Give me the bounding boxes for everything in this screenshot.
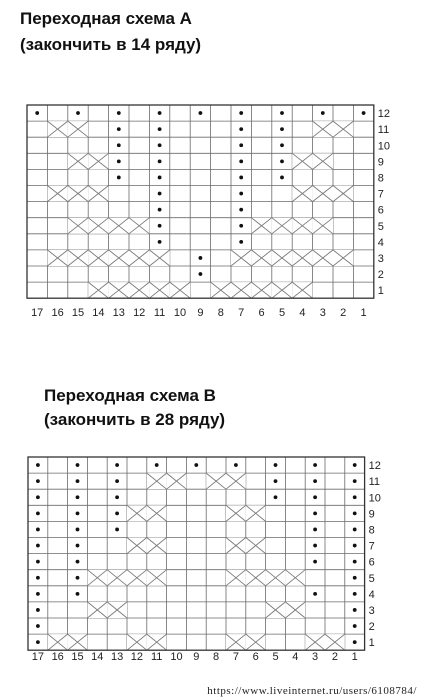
cable-cross-symbol — [127, 570, 147, 586]
purl-dot — [158, 159, 162, 163]
row-number-label: 3 — [377, 252, 384, 265]
purl-dot — [239, 159, 243, 163]
purl-dot — [313, 479, 317, 483]
purl-dot — [36, 576, 40, 580]
cable-cross-symbol — [109, 250, 129, 266]
purl-dot — [115, 479, 119, 483]
cable-cross-symbol — [47, 186, 67, 202]
purl-dot — [239, 127, 243, 131]
column-number-label: 1 — [360, 307, 367, 319]
column-number-label: 12 — [130, 651, 144, 663]
cable-cross-symbol — [68, 153, 88, 169]
column-number-label: 2 — [340, 307, 347, 319]
cable-cross-symbol — [292, 282, 312, 298]
column-number-label: 13 — [112, 307, 125, 319]
purl-dot — [199, 256, 203, 260]
cable-cross-symbol — [325, 634, 345, 650]
cable-cross-symbol — [292, 186, 312, 202]
cable-cross-symbol — [147, 505, 167, 521]
purl-dot — [36, 463, 40, 467]
cable-cross-symbol — [48, 634, 68, 650]
row-number-label: 4 — [368, 588, 375, 601]
column-number-label: 6 — [258, 307, 265, 319]
cable-cross-symbol — [313, 121, 333, 137]
purl-dot — [353, 576, 357, 580]
cable-cross-symbol — [231, 250, 251, 266]
purl-dot — [76, 479, 80, 483]
purl-dot — [353, 544, 357, 548]
cable-cross-symbol — [68, 186, 88, 202]
column-number-label: 4 — [299, 307, 306, 319]
column-number-label: 13 — [110, 651, 124, 663]
column-number-label: 3 — [319, 307, 326, 319]
column-number-label: 8 — [217, 307, 224, 319]
cable-cross-symbol — [272, 282, 292, 298]
purl-dot — [36, 495, 40, 499]
column-number-label: 16 — [51, 651, 64, 663]
cable-cross-symbol — [147, 634, 167, 650]
purl-dot — [313, 592, 317, 596]
cable-cross-symbol — [147, 538, 167, 554]
row-number-label: 10 — [368, 492, 381, 505]
cable-cross-symbol — [147, 570, 167, 586]
cable-cross-symbol — [147, 473, 167, 489]
chart-b-title-line2: (закончить в 28 ряду) — [44, 410, 226, 429]
cable-cross-symbol — [246, 538, 266, 554]
cable-cross-symbol — [251, 282, 271, 298]
cable-cross-symbol — [313, 186, 333, 202]
column-number-label: 4 — [292, 651, 299, 663]
cable-cross-symbol — [88, 186, 108, 202]
row-number-label: 3 — [368, 604, 375, 617]
cable-cross-symbol — [206, 473, 226, 489]
cable-cross-symbol — [88, 282, 108, 298]
cable-cross-symbol — [88, 218, 108, 234]
purl-dot — [158, 208, 162, 212]
purl-dot — [117, 176, 121, 180]
purl-dot — [117, 143, 121, 147]
purl-dot — [274, 463, 278, 467]
row-number-label: 6 — [368, 556, 375, 569]
purl-dot — [239, 143, 243, 147]
column-number-label: 15 — [71, 307, 85, 319]
purl-dot — [239, 192, 243, 196]
purl-dot — [194, 463, 198, 467]
purl-dot — [362, 111, 366, 115]
cable-cross-symbol — [272, 218, 292, 234]
cable-cross-symbol — [292, 153, 312, 169]
purl-dot — [313, 495, 317, 499]
column-number-label: 17 — [31, 307, 44, 319]
cable-cross-symbol — [313, 250, 333, 266]
column-number-label: 9 — [197, 307, 204, 319]
purl-dot — [313, 560, 317, 564]
row-number-label: 2 — [377, 269, 384, 282]
cable-cross-symbol — [127, 634, 147, 650]
purl-dot — [36, 528, 40, 532]
cable-cross-symbol — [129, 250, 149, 266]
row-number-label: 5 — [377, 220, 384, 233]
cable-cross-symbol — [129, 282, 149, 298]
purl-dot — [115, 463, 119, 467]
row-number-label: 11 — [377, 124, 390, 137]
cable-cross-symbol — [231, 282, 251, 298]
cable-cross-symbol — [251, 218, 271, 234]
purl-dot — [280, 176, 284, 180]
knitting-chart-a — [0, 95, 423, 335]
cable-cross-symbol — [333, 121, 353, 137]
purl-dot — [353, 479, 357, 483]
cable-cross-symbol — [292, 250, 312, 266]
purl-dot — [274, 495, 278, 499]
row-number-label: 6 — [377, 204, 384, 217]
purl-dot — [353, 495, 357, 499]
row-number-label: 10 — [377, 140, 391, 153]
purl-dot — [313, 528, 317, 532]
column-number-label: 1 — [351, 651, 358, 663]
purl-dot — [234, 463, 238, 467]
cable-cross-symbol — [226, 473, 246, 489]
cable-cross-symbol — [47, 250, 67, 266]
column-number-label: 2 — [331, 651, 338, 663]
purl-dot — [353, 528, 357, 532]
purl-dot — [313, 544, 317, 548]
purl-dot — [76, 544, 80, 548]
purl-dot — [280, 159, 284, 163]
purl-dot — [313, 511, 317, 515]
row-number-label: 1 — [368, 637, 375, 650]
cable-cross-symbol — [87, 570, 107, 586]
cable-cross-symbol — [211, 282, 231, 298]
cable-cross-symbol — [285, 570, 305, 586]
purl-dot — [117, 127, 121, 131]
cable-cross-symbol — [226, 634, 246, 650]
column-number-label: 11 — [150, 651, 163, 663]
purl-dot — [199, 111, 203, 115]
column-number-label: 6 — [252, 651, 259, 663]
cable-cross-symbol — [87, 602, 107, 618]
purl-dot — [353, 592, 357, 596]
column-number-label: 10 — [170, 651, 183, 663]
cable-cross-symbol — [68, 121, 88, 137]
knitting-chart-b — [0, 449, 423, 679]
cable-cross-symbol — [88, 250, 108, 266]
purl-dot — [280, 127, 284, 131]
chart-b-title-line1: Переходная схема В — [44, 386, 216, 405]
purl-dot — [353, 608, 357, 612]
row-number-label: 8 — [377, 172, 384, 185]
purl-dot — [199, 272, 203, 276]
purl-dot — [76, 495, 80, 499]
cable-cross-symbol — [68, 250, 88, 266]
cable-cross-symbol — [246, 634, 266, 650]
purl-dot — [117, 111, 121, 115]
purl-dot — [313, 463, 317, 467]
purl-dot — [36, 624, 40, 628]
purl-dot — [239, 224, 243, 228]
purl-dot — [239, 176, 243, 180]
row-number-label: 9 — [377, 156, 384, 169]
cable-cross-symbol — [167, 473, 187, 489]
cable-cross-symbol — [246, 505, 266, 521]
column-number-label: 8 — [213, 651, 220, 663]
cable-cross-symbol — [107, 602, 127, 618]
cable-cross-symbol — [47, 121, 67, 137]
row-number-label: 4 — [377, 236, 384, 249]
cable-cross-symbol — [292, 218, 312, 234]
row-number-label: 7 — [368, 540, 375, 553]
purl-dot — [36, 592, 40, 596]
purl-dot — [353, 624, 357, 628]
purl-dot — [35, 111, 39, 115]
purl-dot — [76, 511, 80, 515]
column-number-label: 7 — [238, 307, 245, 319]
cable-cross-symbol — [266, 602, 286, 618]
cable-cross-symbol — [333, 250, 353, 266]
column-number-label: 15 — [71, 651, 84, 663]
cable-cross-symbol — [127, 505, 147, 521]
cable-cross-symbol — [107, 570, 127, 586]
purl-dot — [115, 495, 119, 499]
purl-dot — [239, 208, 243, 212]
purl-dot — [36, 560, 40, 564]
purl-dot — [353, 640, 357, 644]
purl-dot — [239, 240, 243, 244]
cable-cross-symbol — [313, 153, 333, 169]
row-number-label: 1 — [377, 285, 384, 298]
purl-dot — [280, 143, 284, 147]
cable-cross-symbol — [251, 250, 271, 266]
chart-grid — [28, 457, 365, 650]
purl-dot — [115, 511, 119, 515]
purl-dot — [117, 159, 121, 163]
cable-cross-symbol — [149, 282, 169, 298]
column-number-label: 5 — [278, 307, 286, 319]
purl-dot — [353, 511, 357, 515]
cable-cross-symbol — [149, 250, 169, 266]
purl-dot — [353, 560, 357, 564]
row-number-label: 2 — [368, 621, 375, 634]
cable-cross-symbol — [285, 602, 305, 618]
column-number-label: 5 — [272, 651, 279, 663]
row-number-label: 12 — [368, 460, 381, 473]
column-number-label: 14 — [92, 307, 105, 319]
purl-dot — [158, 111, 162, 115]
purl-dot — [76, 463, 80, 467]
purl-dot — [76, 576, 80, 580]
row-number-label: 5 — [368, 572, 375, 585]
cable-cross-symbol — [226, 505, 246, 521]
purl-dot — [76, 111, 80, 115]
row-number-label: 7 — [377, 188, 384, 201]
cable-cross-symbol — [333, 186, 353, 202]
purl-dot — [76, 560, 80, 564]
cable-cross-symbol — [129, 218, 149, 234]
purl-dot — [115, 528, 119, 532]
cable-cross-symbol — [68, 218, 88, 234]
purl-dot — [239, 111, 243, 115]
purl-dot — [158, 143, 162, 147]
column-number-label: 11 — [153, 307, 166, 319]
column-number-label: 7 — [232, 651, 239, 663]
purl-dot — [36, 640, 40, 644]
cable-cross-symbol — [272, 250, 292, 266]
purl-dot — [76, 528, 80, 532]
cable-cross-symbol — [170, 282, 190, 298]
purl-dot — [158, 224, 162, 228]
purl-dot — [321, 111, 325, 115]
source-watermark: https://www.liveinternet.ru/users/6108784/ — [207, 685, 417, 697]
column-number-label: 3 — [312, 651, 319, 663]
chart-a-title-line1: Переходная схема А — [20, 9, 192, 28]
row-number-label: 8 — [368, 524, 375, 537]
purl-dot — [36, 544, 40, 548]
purl-dot — [274, 479, 278, 483]
cable-cross-symbol — [305, 634, 325, 650]
cable-cross-symbol — [246, 570, 266, 586]
row-number-label: 9 — [368, 508, 375, 521]
cable-cross-symbol — [109, 282, 129, 298]
row-number-label: 11 — [368, 476, 381, 489]
purl-dot — [36, 608, 40, 612]
purl-dot — [36, 479, 40, 483]
cable-cross-symbol — [226, 570, 246, 586]
purl-dot — [158, 176, 162, 180]
purl-dot — [280, 111, 284, 115]
purl-dot — [36, 511, 40, 515]
cable-cross-symbol — [226, 538, 246, 554]
cable-cross-symbol — [266, 570, 286, 586]
cable-cross-symbol — [109, 218, 129, 234]
column-number-label: 17 — [31, 651, 45, 663]
purl-dot — [353, 463, 357, 467]
column-number-label: 16 — [51, 307, 64, 319]
cable-cross-symbol — [313, 218, 333, 234]
column-number-label: 9 — [193, 651, 200, 663]
row-number-label: 12 — [377, 108, 391, 121]
chart-a-title-line2: (закончить в 14 ряду) — [20, 35, 202, 54]
column-number-label: 14 — [91, 651, 104, 663]
cable-cross-symbol — [127, 538, 147, 554]
cable-cross-symbol — [68, 634, 88, 650]
cable-cross-symbol — [88, 153, 108, 169]
purl-dot — [76, 592, 80, 596]
purl-dot — [158, 240, 162, 244]
purl-dot — [155, 463, 159, 467]
column-number-label: 12 — [133, 307, 146, 319]
column-number-label: 10 — [173, 307, 187, 319]
purl-dot — [158, 192, 162, 196]
purl-dot — [158, 127, 162, 131]
